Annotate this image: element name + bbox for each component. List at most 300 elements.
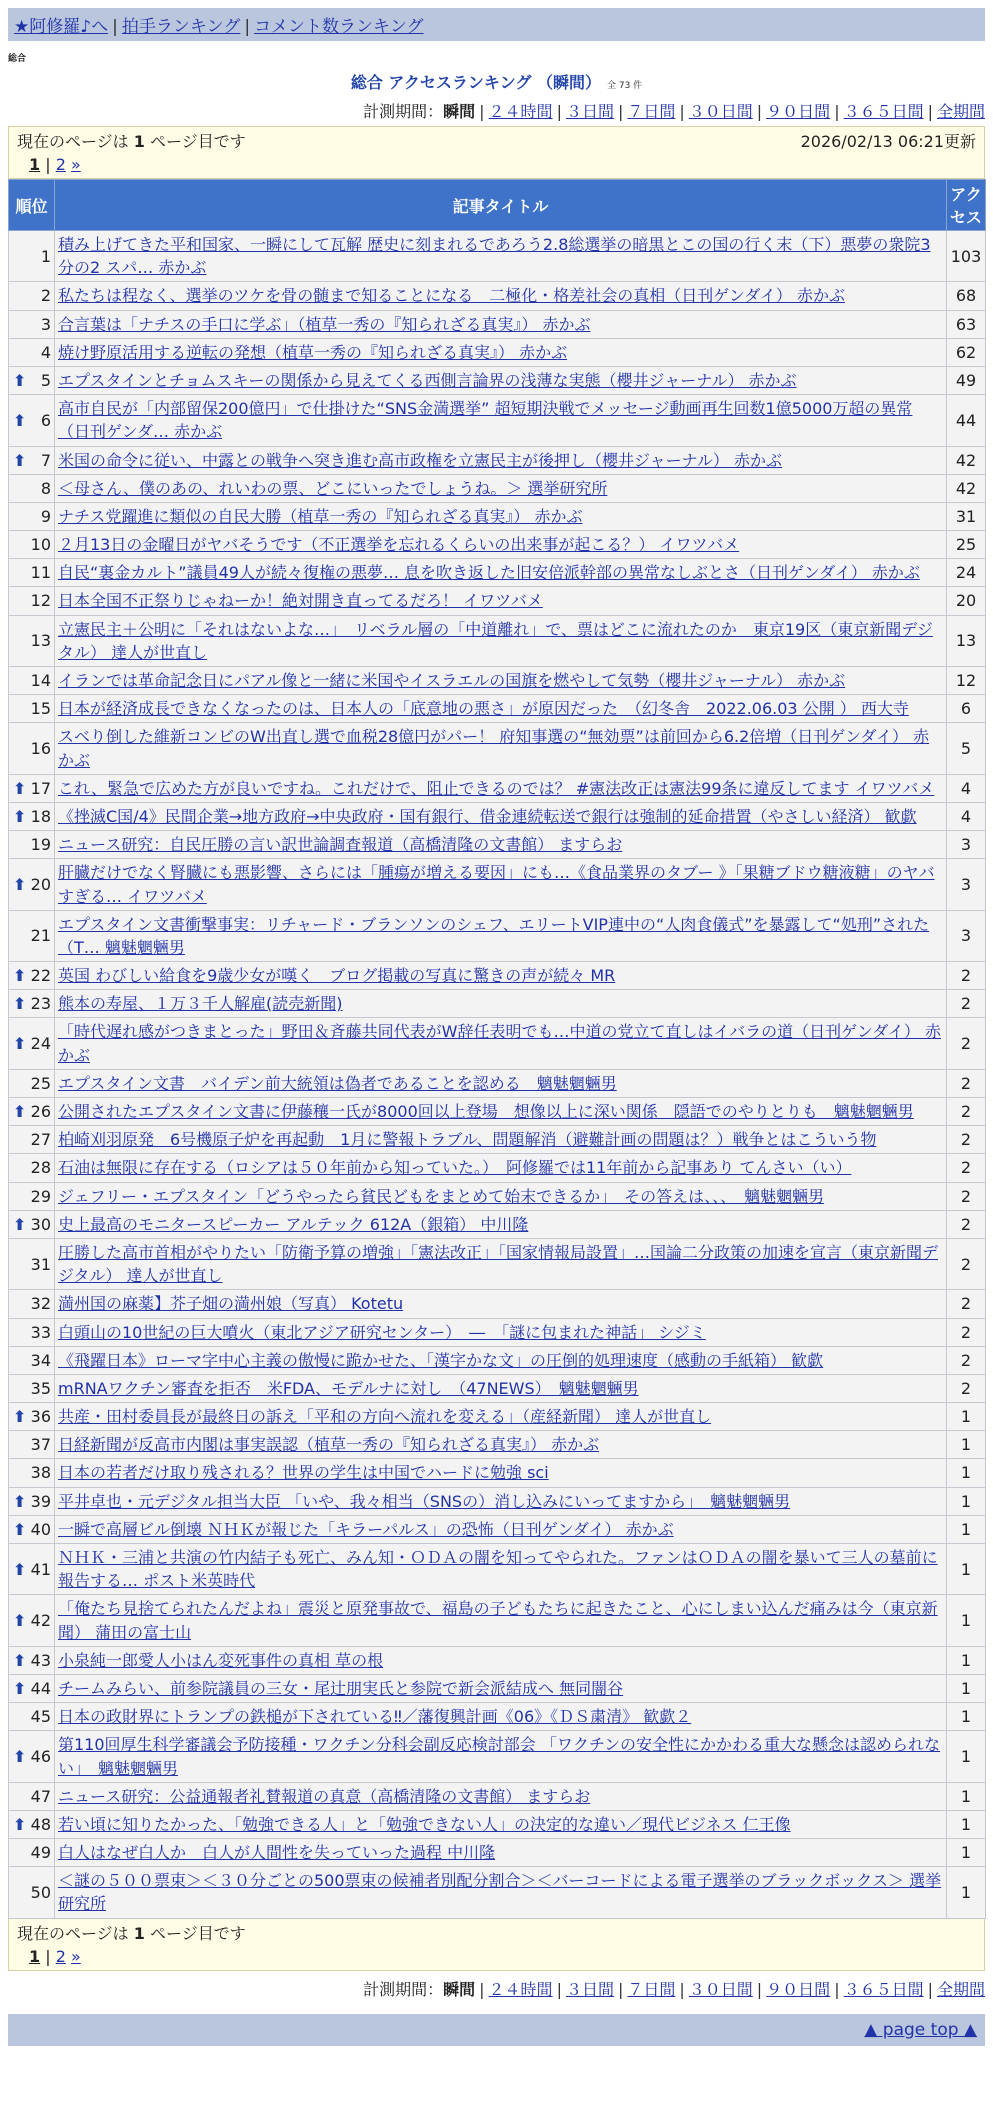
article-title-link[interactable]: 肝臓だけでなく腎臓にも悪影響、さらには「腫瘍が増える要因」にも…《食品業界のタブー 》「果糖ブドウ糖液糖」のヤバすぎる… イワツバメ <box>58 863 935 906</box>
rank-number: 12 <box>30 591 51 611</box>
rank-cell <box>9 1098 55 1126</box>
access-count: 1 <box>947 1487 986 1515</box>
title-cell <box>55 910 947 961</box>
access-count: 1 <box>947 1646 986 1674</box>
rank-cell <box>9 990 55 1018</box>
table-row <box>9 667 986 695</box>
article-title-link[interactable]: ＜母さん、僕のあの、れいわの票、どこにいったでしょうね。＞ 選挙研究所 <box>58 478 608 498</box>
period-selector <box>8 99 985 122</box>
rank-number: 29 <box>30 1186 51 1206</box>
current-page-text-bottom: 現在のページは 1 ページ目です <box>17 1923 246 1943</box>
period-link-2[interactable]: ３日間 <box>565 102 614 121</box>
title-cell <box>55 1154 947 1182</box>
table-row <box>9 1238 986 1289</box>
access-count: 68 <box>947 282 986 310</box>
access-count: 2 <box>947 1182 986 1210</box>
table-row <box>9 474 986 502</box>
article-title-link[interactable]: mRNAワクチン審査を拒否 米FDA、モデルナに対し （47NEWS） 魑魅魍魎男 <box>58 1378 639 1398</box>
separator: | <box>679 1979 685 1999</box>
rank-cell <box>9 774 55 802</box>
article-title-link[interactable]: 柏崎刈羽原発 6号機原子炉を再起動 1月に警報トラブル、問題解消（避難計画の問題は？）戦争とはこういう物 <box>58 1130 877 1150</box>
access-count: 31 <box>947 502 986 530</box>
table-row <box>9 1290 986 1318</box>
title-cell <box>55 1018 947 1069</box>
rank-number: 23 <box>30 994 51 1014</box>
title-cell <box>55 1374 947 1402</box>
access-count: 2 <box>947 1346 986 1374</box>
rank-number: 18 <box>30 806 51 826</box>
rank-number: 16 <box>30 738 51 758</box>
rank-cell <box>9 615 55 666</box>
table-row <box>9 1674 986 1702</box>
article-title-link[interactable]: 共産・田村委員長が最終日の訴え「平和の方向へ流れを変える」（産経新聞） 達人が世直し <box>58 1407 712 1427</box>
access-count: 2 <box>947 1098 986 1126</box>
title-cell <box>55 531 947 559</box>
ranking-title: 総合 アクセスランキング （瞬間） <box>350 73 601 92</box>
separator: | <box>834 102 840 121</box>
page-title <box>8 70 985 93</box>
table-row <box>9 1515 986 1543</box>
bottom-period-link-1[interactable]: ２４時間 <box>488 1979 553 1999</box>
table-row <box>9 1318 986 1346</box>
article-title-link[interactable]: 英国 わびしい給食を9歳少女が嘆く ブログ掲載の写真に驚きの声が続々 MR <box>58 966 616 986</box>
footer-bar <box>8 2014 985 2046</box>
access-count: 3 <box>947 859 986 910</box>
rank-cell <box>9 1839 55 1867</box>
page-info-box-bottom <box>8 1919 985 1971</box>
rank-cell <box>9 695 55 723</box>
table-row <box>9 615 986 666</box>
title-cell <box>55 667 947 695</box>
article-title-link[interactable]: ニュース研究：自民圧勝の言い訳世論調査報道（高橋清隆の文書館） ますらお <box>58 835 623 855</box>
article-title-link[interactable]: 圧勝した高市首相がやりたい「防衛予算の増強」「憲法改正」「国家情報局設置」…国論二分政策の加速を宣言（東京新聞デジタル） 達人が世直し <box>58 1242 939 1286</box>
title-cell <box>55 774 947 802</box>
period-label: 計測期間： <box>363 102 444 121</box>
title-cell <box>55 1782 947 1810</box>
article-title-link[interactable]: 日本全国不正祭りじゃねーか！絶対開き直ってるだろ！ イワツバメ <box>58 591 543 611</box>
table-row <box>9 1182 986 1210</box>
article-title-link[interactable]: 平井卓也・元デジタル担当大臣 「いや、我々相当（SNSの）消し込みにいってますから」 魑魅魍魎男 <box>58 1491 791 1511</box>
table-row <box>9 310 986 338</box>
title-cell <box>55 1703 947 1731</box>
access-count: 12 <box>947 667 986 695</box>
article-title-link[interactable]: エプスタイン文書衝撃事実：リチャード・ブランソンのシェフ、エリートVIP連中の“人肉食儀式”を暴露して“処刑”された（T… 魑魅魍魎男 <box>58 914 930 957</box>
title-cell <box>55 310 947 338</box>
article-title-link[interactable]: 私たちは程なく、選挙のツケを骨の髄まで知ることになる 二極化・格差社会の真相（日刊ゲンダイ） 赤かぶ <box>58 286 846 306</box>
table-row <box>9 910 986 961</box>
title-cell <box>55 831 947 859</box>
rank-number: 21 <box>30 926 51 946</box>
bottom-period-link-6[interactable]: ３６５日間 <box>843 1979 924 1999</box>
title-cell <box>55 587 947 615</box>
separator: | <box>756 102 763 121</box>
rank-up-arrow-icon: ⬆ <box>13 1519 27 1539</box>
rank-cell <box>9 1544 55 1595</box>
period-link-5[interactable]: ９０日間 <box>766 102 831 121</box>
article-title-link[interactable]: ジェフリー・エプスタイン「どうやったら貧民どもをまとめて始末できるか」 その答えは、、、 魑魅魍魎男 <box>58 1186 825 1206</box>
rank-cell <box>9 395 55 446</box>
article-title-link[interactable]: チームみらい、前参院議員の三女・尾辻朋実氏と参院で新会派結成へ 無同闇谷 <box>58 1678 624 1698</box>
title-column-header: 記事タイトル <box>55 180 947 231</box>
access-count: 42 <box>947 446 986 474</box>
rank-up-arrow-icon: ⬆ <box>13 1407 27 1427</box>
title-cell <box>55 395 947 446</box>
rank-cell <box>9 962 55 990</box>
article-title-link[interactable]: 自民“裏金カルト”議員49人が続々復権の悪夢… 息を吹き返した旧安倍派幹部の異常なしぶとさ（日刊ゲンダイ） 赤かぶ <box>58 563 920 583</box>
home-link[interactable]: ★阿修羅♪へ <box>14 17 109 37</box>
access-count: 24 <box>947 559 986 587</box>
table-row <box>9 1595 986 1646</box>
table-row <box>9 831 986 859</box>
rank-cell <box>9 1867 55 1918</box>
rank-cell <box>9 1731 55 1782</box>
rank-number: 7 <box>40 450 51 470</box>
table-row <box>9 695 986 723</box>
table-row <box>9 231 986 282</box>
rank-number: 38 <box>30 1463 51 1483</box>
rank-up-arrow-icon: ⬆ <box>13 370 27 390</box>
separator: | <box>617 1979 624 1999</box>
rank-up-arrow-icon: ⬆ <box>13 410 27 430</box>
title-cell <box>55 1646 947 1674</box>
access-count: 5 <box>947 723 986 774</box>
next-page-link-bottom[interactable]: » <box>70 1946 81 1966</box>
title-cell <box>55 1403 947 1431</box>
rank-number: 47 <box>30 1786 51 1806</box>
access-count: 1 <box>947 1595 986 1646</box>
table-row <box>9 1069 986 1097</box>
article-title-link[interactable]: ＜謎の５００票束＞＜３０分ごとの500票束の候補者別配分割合＞＜バーコードによる電子選挙のブラックボックス＞ 選挙研究所 <box>58 1871 942 1914</box>
article-title-link[interactable]: 積み上げてきた平和国家、一瞬にして瓦解 歴史に刻まれるであろう2.8総選挙の暗黒とこの国の行く末（下）悪夢の衆院3分の2 スパ… 赤かぶ <box>58 235 931 278</box>
rank-cell <box>9 1346 55 1374</box>
rank-cell <box>9 1674 55 1702</box>
access-count: 1 <box>947 1867 986 1918</box>
access-count: 2 <box>947 1374 986 1402</box>
table-row <box>9 1839 986 1867</box>
article-title-link[interactable]: 立憲民主＋公明に「それはないよな…」 リベラル層の「中道離れ」で、票はどこに流れたのか 東京19区（東京新聞デジタル） 達人が世直し <box>58 619 933 662</box>
access-count: 44 <box>947 395 986 446</box>
article-title-link[interactable]: 一瞬で高層ビル倒壊 ＮＨＫが報じた「キラーパルス」の恐怖（日刊ゲンダイ） 赤かぶ <box>58 1519 674 1539</box>
article-title-link[interactable]: 若い頃に知りたかった、「勉強できる人」と「勉強できない人」の決定的な違い／現代ビジネス 仁王像 <box>58 1814 791 1834</box>
access-count: 62 <box>947 338 986 366</box>
rank-number: 43 <box>30 1650 51 1670</box>
access-count: 1 <box>947 1459 986 1487</box>
access-count: 49 <box>947 366 986 394</box>
rank-number: 44 <box>30 1678 51 1698</box>
access-column-header: アクセス <box>947 180 986 231</box>
rank-cell <box>9 910 55 961</box>
title-cell <box>55 338 947 366</box>
period-link-1[interactable]: ２４時間 <box>488 102 553 121</box>
rank-number: 30 <box>30 1214 51 1234</box>
access-count: 1 <box>947 1431 986 1459</box>
rank-up-arrow-icon: ⬆ <box>13 1746 27 1766</box>
article-title-link[interactable]: エプスタイン文書 バイデン前大統領は偽者であることを認める 魑魅魍魎男 <box>58 1073 617 1093</box>
rank-cell <box>9 1018 55 1069</box>
article-title-link[interactable]: 白頭山の10世紀の巨大噴火（東北アジア研究センター） ― 「謎に包まれた神話」 シジミ <box>58 1322 706 1342</box>
separator: | <box>556 102 562 121</box>
title-cell <box>55 502 947 530</box>
rank-cell <box>9 1431 55 1459</box>
access-count: 2 <box>947 1318 986 1346</box>
title-cell <box>55 1595 947 1646</box>
access-count: 3 <box>947 831 986 859</box>
period-link-7[interactable]: 全期間 <box>936 102 985 121</box>
rank-number: 17 <box>30 778 51 798</box>
access-count: 25 <box>947 531 986 559</box>
bottom-period-link-2[interactable]: ３日間 <box>565 1979 614 1999</box>
table-row <box>9 1703 986 1731</box>
rank-up-arrow-icon: ⬆ <box>13 1678 27 1698</box>
rank-cell <box>9 531 55 559</box>
bottom-period-link-7[interactable]: 全期間 <box>936 1979 985 1999</box>
title-cell <box>55 990 947 1018</box>
rank-number: 27 <box>30 1130 51 1150</box>
table-row <box>9 802 986 830</box>
table-row <box>9 1374 986 1402</box>
title-cell <box>55 366 947 394</box>
separator: | <box>679 102 685 121</box>
article-title-link[interactable]: 日本の政財界にトランプの鉄槌が下されている‼／藩復興計画《06》《ＤＳ粛清》 歓歔２ <box>58 1707 692 1727</box>
rank-up-arrow-icon: ⬆ <box>13 778 27 798</box>
bottom-period-current: 瞬間 <box>443 1979 476 1999</box>
rank-cell <box>9 310 55 338</box>
title-cell <box>55 282 947 310</box>
rank-up-arrow-icon: ⬆ <box>13 1102 27 1121</box>
title-cell <box>55 474 947 502</box>
bottom-period-link-4[interactable]: ３０日間 <box>688 1979 753 1999</box>
rank-number: 19 <box>30 835 51 855</box>
current-page-text: 現在のページは 1 ページ目です <box>17 132 246 151</box>
rank-number: 6 <box>40 410 51 430</box>
article-title-link[interactable]: 石油は無限に存在する（ロシアは５０年前から知っていた。） 阿修羅では11年前から記事あり てんさい（い） <box>58 1158 852 1178</box>
rank-up-arrow-icon: ⬆ <box>13 966 27 986</box>
access-count: 4 <box>947 802 986 830</box>
rank-cell <box>9 587 55 615</box>
table-row <box>9 1346 986 1374</box>
rank-cell <box>9 366 55 394</box>
table-row <box>9 1487 986 1515</box>
rank-number: 22 <box>30 966 51 986</box>
title-cell <box>55 859 947 910</box>
title-cell <box>55 1098 947 1126</box>
access-count: 2 <box>947 1154 986 1182</box>
rank-number: 50 <box>30 1882 51 1902</box>
rank-number: 24 <box>30 1034 51 1054</box>
separator: | <box>479 1979 485 1999</box>
rank-cell <box>9 831 55 859</box>
access-count: 4 <box>947 774 986 802</box>
access-count: 3 <box>947 910 986 961</box>
rank-number: 1 <box>40 246 51 266</box>
rank-cell <box>9 231 55 282</box>
access-count: 2 <box>947 1210 986 1238</box>
table-row <box>9 531 986 559</box>
period-link-4[interactable]: ３０日間 <box>688 102 753 121</box>
rank-number: 35 <box>30 1378 51 1398</box>
rank-up-arrow-icon: ⬆ <box>13 1559 27 1579</box>
page-top-link[interactable]: ▲ page top ▲ <box>864 2019 977 2040</box>
rank-number: 45 <box>30 1707 51 1727</box>
rank-cell <box>9 1646 55 1674</box>
page-2-link-bottom[interactable]: 2 <box>55 1946 66 1966</box>
bottom-period-link-5[interactable]: ９０日間 <box>766 1979 831 1999</box>
article-title-link[interactable]: ２月13日の金曜日がヤバそうです（不正選挙を忘れるくらいの出来事が起こる？） イワツバメ <box>58 535 740 555</box>
article-title-link[interactable]: 「時代遅れ感がつきまとった」野田＆斉藤共同代表がW辞任表明でも…中道の党立て直しはイバラの道（日刊ゲンダイ） 赤かぶ <box>58 1022 941 1065</box>
updated-timestamp: 2026/02/13 06:21更新 <box>800 132 976 151</box>
rank-up-arrow-icon: ⬆ <box>13 1491 27 1511</box>
title-cell <box>55 723 947 774</box>
pagination-bottom: 1 | 2 » <box>29 1946 81 1966</box>
rank-number: 36 <box>30 1407 51 1427</box>
rank-number: 34 <box>30 1350 51 1370</box>
title-cell <box>55 1731 947 1782</box>
table-row <box>9 1459 986 1487</box>
article-title-link[interactable]: ナチス党躍進に類似の自民大勝（植草一秀の『知られざる真実』） 赤かぶ <box>58 506 583 526</box>
access-count: 1 <box>947 1403 986 1431</box>
title-cell <box>55 231 947 282</box>
rank-cell <box>9 1595 55 1646</box>
table-row <box>9 587 986 615</box>
article-title-link[interactable]: イランでは革命記念日にパアル像と一緒に米国やイスラエルの国旗を燃やして気勢（櫻井ジャーナル） 赤かぶ <box>58 671 846 690</box>
rank-cell <box>9 1318 55 1346</box>
table-header-row <box>9 180 986 231</box>
rank-up-arrow-icon: ⬆ <box>13 1814 27 1834</box>
separator: | <box>617 102 624 121</box>
page-2-link[interactable]: 2 <box>55 155 66 174</box>
table-row <box>9 1154 986 1182</box>
access-count: 6 <box>947 695 986 723</box>
rank-cell <box>9 559 55 587</box>
article-title-link[interactable]: 《飛躍日本》ローマ字中心主義の傲慢に跪かせた、「漢字かな文」の圧倒的処理速度（感動の手紙箱） 歓歔 <box>58 1350 824 1370</box>
pagination: 1 | 2 » <box>29 155 81 174</box>
article-title-link[interactable]: 焼け野原活用する逆転の発想（植草一秀の『知られざる真実』） 赤かぶ <box>58 342 568 362</box>
access-count: 1 <box>947 1515 986 1543</box>
rank-number: 15 <box>30 699 51 719</box>
title-cell <box>55 1487 947 1515</box>
article-title-link[interactable]: 日本の若者だけ取り残される？世界の学生は中国でハードに勉強 sci <box>58 1463 549 1483</box>
article-title-link[interactable]: 「俺たち見捨てられたんだよね」震災と原発事故で、福島の子どもたちに起きたこと、心にしまい込んだ痛みは今（東京新聞） 蒲田の富士山 <box>58 1599 938 1642</box>
period-link-3[interactable]: ７日間 <box>627 102 676 121</box>
article-title-link[interactable]: 史上最高のモニタースピーカー アルテック 612A（銀箱） 中川隆 <box>58 1214 529 1234</box>
table-row <box>9 723 986 774</box>
rank-number: 14 <box>30 671 51 690</box>
access-count: 2 <box>947 1069 986 1097</box>
table-row <box>9 1810 986 1838</box>
table-row <box>9 1431 986 1459</box>
separator: | <box>927 1979 933 1999</box>
rank-cell <box>9 1403 55 1431</box>
table-row <box>9 1403 986 1431</box>
article-title-link[interactable]: ＮＨＫ・三浦と共演の竹内結子も死亡、みん知・ＯＤＡの闇を知ってやられた。ファンはＯＤＡの闇を暴いて三人の墓前に報告する… ポスト米英時代 <box>58 1548 938 1591</box>
article-title-link[interactable]: 高市自民が「内部留保200億円」で仕掛けた“SNS金満選挙” 超短期決戦でメッセージ動画再生回数1億5000万超の異常（日刊ゲンダ… 赤かぶ <box>58 399 913 442</box>
rank-up-arrow-icon: ⬆ <box>13 1610 27 1630</box>
rank-number: 3 <box>40 314 51 334</box>
article-title-link[interactable]: 合言葉は「ナチスの手口に学ぶ」（植草一秀の『知られざる真実』） 赤かぶ <box>58 314 591 334</box>
table-row <box>9 395 986 446</box>
page-info-box <box>8 126 985 179</box>
rank-number: 4 <box>40 342 51 362</box>
access-count: 103 <box>947 231 986 282</box>
table-row <box>9 1867 986 1918</box>
table-row <box>9 446 986 474</box>
article-title-link[interactable]: 白人はなぜ白人か 白人が人間性を失っていった過程 中川隆 <box>58 1843 496 1863</box>
table-row <box>9 1782 986 1810</box>
period-link-6[interactable]: ３６５日間 <box>843 102 924 121</box>
article-title-link[interactable]: 《挫滅C国/4》民間企業→地方政府→中央政府・国有銀行、借金連続転送で銀行は強制的延命措置（やさしい経済） 歓歔 <box>58 806 917 826</box>
clap-ranking-link[interactable]: 拍手ランキング <box>121 17 241 37</box>
rank-up-arrow-icon: ⬆ <box>13 874 27 894</box>
table-row <box>9 338 986 366</box>
rank-cell <box>9 1126 55 1154</box>
title-cell <box>55 1182 947 1210</box>
rank-cell <box>9 1782 55 1810</box>
article-title-link[interactable]: 日経新聞が反高市内閣は事実誤認（植草一秀の『知られざる真実』） 赤かぶ <box>58 1435 600 1455</box>
next-page-link[interactable]: » <box>70 155 81 174</box>
article-title-link[interactable]: 第110回厚生科学審議会予防接種・ワクチン分科会副反応検討部会 「ワクチンの安全性にかかわる重大な懸念は認められない」 魑魅魍魎男 <box>58 1735 941 1778</box>
rank-column-header: 順位 <box>9 180 55 231</box>
top-nav-bar: ★阿修羅♪へ | 拍手ランキング | コメント数ランキング <box>8 8 985 41</box>
bottom-period-link-3[interactable]: ７日間 <box>627 1979 676 1999</box>
period-current: 瞬間 <box>443 102 476 121</box>
rank-number: 9 <box>40 506 51 526</box>
genre-label: 総合 <box>8 54 27 64</box>
rank-number: 8 <box>40 478 51 498</box>
article-title-link[interactable]: 日本が経済成長できなくなったのは、日本人の「底意地の悪さ」が原因だった （幻冬舎 2022.06.03 公開 ） 西大寺 <box>58 699 909 719</box>
title-cell <box>55 1238 947 1289</box>
rank-cell <box>9 1238 55 1289</box>
table-row <box>9 859 986 910</box>
period-selector-bottom <box>8 1977 985 2000</box>
title-cell <box>55 1290 947 1318</box>
article-title-link[interactable]: 米国の命令に従い、中露との戦争へ突き進む高市政権を立憲民主が後押し（櫻井ジャーナル） 赤かぶ <box>58 450 782 470</box>
title-cell <box>55 802 947 830</box>
rank-number: 13 <box>30 631 51 651</box>
title-cell <box>55 1544 947 1595</box>
rank-number: 20 <box>30 874 51 894</box>
comment-ranking-link[interactable]: コメント数ランキング <box>254 17 424 37</box>
rank-cell <box>9 1703 55 1731</box>
article-title-link[interactable]: スベり倒した維新コンビのW出直し選で血税28億円がパー！ 府知事選の“無効票”は前回から6.2倍増（日刊ゲンダイ） 赤かぶ <box>58 727 930 770</box>
ranking-table <box>8 179 986 1919</box>
title-cell <box>55 1069 947 1097</box>
article-title-link[interactable]: 熊本の寿屋、１万３千人解雇(読売新聞) <box>58 994 343 1014</box>
rank-up-arrow-icon: ⬆ <box>13 806 27 826</box>
article-title-link[interactable]: 小泉純一郎愛人小はん変死事件の真相 草の根 <box>58 1650 384 1670</box>
title-cell <box>55 962 947 990</box>
access-count: 2 <box>947 1126 986 1154</box>
article-title-link[interactable]: 公開されたエプスタイン文書に伊藤穰一氏が8000回以上登場 想像以上に深い関係 隠語でのやりとりも 魑魅魍魎男 <box>58 1102 914 1121</box>
bottom-period-label: 計測期間： <box>363 1979 444 1999</box>
table-row <box>9 774 986 802</box>
access-count: 2 <box>947 1290 986 1318</box>
rank-cell <box>9 1290 55 1318</box>
rank-number: 49 <box>30 1843 51 1863</box>
article-title-link[interactable]: 満州国の麻薬】芥子畑の満州娘（写真） Kotetu <box>58 1294 404 1314</box>
access-count: 13 <box>947 615 986 666</box>
rank-up-arrow-icon: ⬆ <box>13 1034 27 1054</box>
article-title-link[interactable]: ニュース研究：公益通報者礼賛報道の真意（高橋清隆の文書館） ますらお <box>58 1786 591 1806</box>
rank-cell <box>9 446 55 474</box>
access-count: 1 <box>947 1782 986 1810</box>
table-row <box>9 559 986 587</box>
title-cell <box>55 446 947 474</box>
article-title-link[interactable]: エプスタインとチョムスキーの関係から見えてくる西側言論界の浅薄な実態（櫻井ジャーナル） 赤かぶ <box>58 370 797 390</box>
title-cell <box>55 1126 947 1154</box>
article-title-link[interactable]: これ、緊急で広めた方が良いですね。これだけで、阻止できるのでは？ #憲法改正は憲法99条に違反してます イワツバメ <box>58 778 935 798</box>
table-row <box>9 1210 986 1238</box>
access-count: 2 <box>947 1018 986 1069</box>
